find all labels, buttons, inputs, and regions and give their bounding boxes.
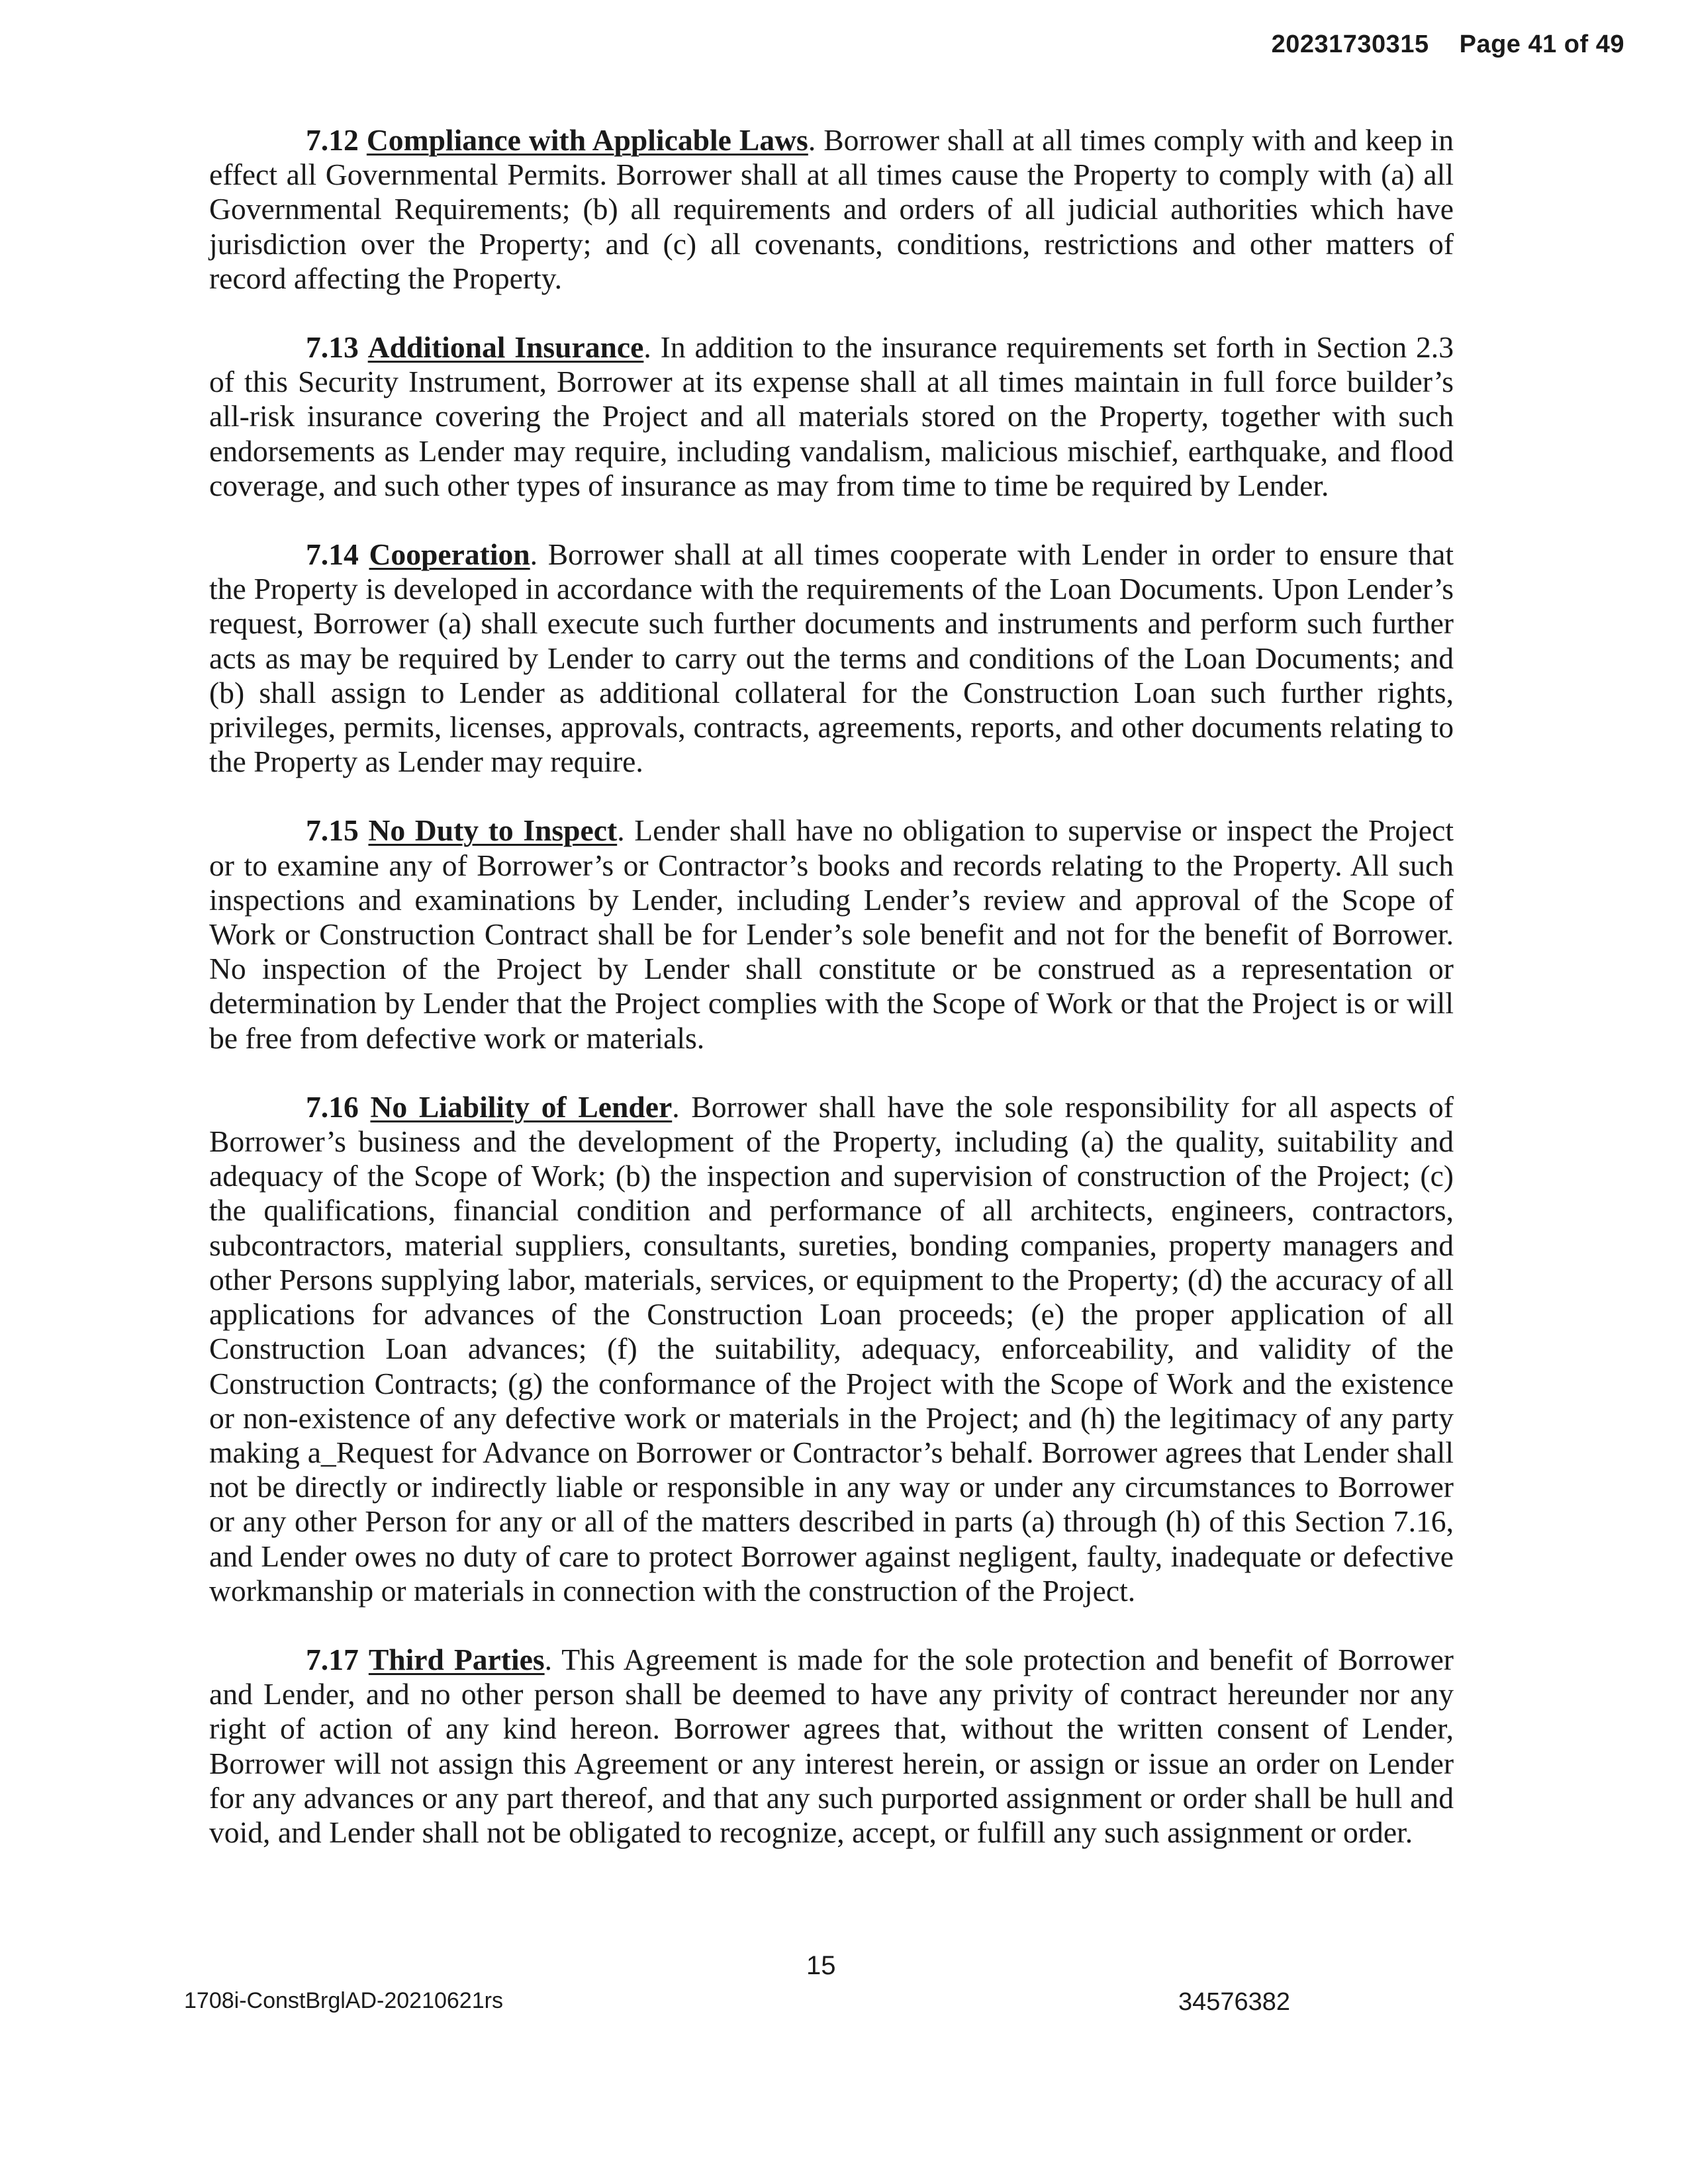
section-number: 7.13 (306, 330, 359, 365)
footer-document-id: 1708i-ConstBrglAD-20210621rs (184, 1988, 503, 2013)
section-7-17 (209, 1643, 1454, 1850)
section-heading: Cooperation (369, 537, 530, 572)
page-info: Page 41 of 49 (1459, 30, 1624, 58)
footer-reference-number: 34576382 (1178, 1988, 1291, 2016)
section-heading: No Duty to Inspect (368, 813, 618, 848)
section-7-13 (209, 330, 1454, 503)
section-heading: Compliance with Applicable Laws (366, 123, 808, 157)
section-heading: No Liability of Lender (370, 1089, 673, 1124)
section-body: . In addition to the insurance requirements set forth in Section 2.3 of this Security Instrument, Borrower at its expense shall at all times maintain in full force builder’s all-risk insurance covering the Project and all materials stored on the Property, together with such endorsements as Lender may require, including vandalism, malicious mischief, earthquake, and flood coverage, and such other types of insurance as may from time to time be required by Lender. (209, 330, 1454, 502)
section-body: . Borrower shall at all times comply with and keep in effect all Governmental Permits. Borrower shall at all times cause the Property to comply with (a) all Governmental Requirements; (b) all requirements and orders of all judicial authorities which have jurisdiction over the Property; and (c) all covenants, conditions, restrictions and other matters of record affecting the Property. (209, 123, 1454, 295)
section-number: 7.17 (306, 1642, 359, 1676)
section-number: 7.16 (306, 1089, 359, 1124)
section-7-14 (209, 537, 1454, 779)
section-7-15 (209, 813, 1454, 1055)
section-number: 7.15 (306, 813, 359, 848)
section-body: . Lender shall have no obligation to supervise or inspect the Project or to examine any of Borrower’s or Contractor’s books and records relating to the Property. All such inspections and examinations by Lender, including Lender’s review and approval of the Scope of Work or Construction Contract shall be for Lender’s sole benefit and not for the benefit of Borrower. No inspection of the Project by Lender shall constitute or be construed as a representation or determination by Lender that the Project complies with the Scope of Work or that the Project is or will be free from defective work or materials. (209, 813, 1454, 1055)
section-7-12 (209, 123, 1454, 296)
section-body: . This Agreement is made for the sole protection and benefit of Borrower and Lender, and no other person shall be deemed to have any privity of contract hereunder nor any right of action of any kind hereon. Borrower agrees that, without the written consent of Lender, Borrower will not assign this Agreement or any interest herein, or assign or issue an order on Lender for any advances or any part thereof, and that any such purported assignment or order shall be hull and void, and Lender shall not be obligated to recognize, accept, or fulfill any such assignment or order. (209, 1642, 1454, 1849)
document-body (209, 123, 1454, 1884)
section-body: . Borrower shall at all times cooperate with Lender in order to ensure that the Property is developed in accordance with the requirements of the Loan Documents. Upon Lender’s request, Borrower (a) shall execute such further documents and instruments and perform such further acts as may be required by Lender to carry out the terms and conditions of the Loan Documents; and (b) shall assign to Lender as additional collateral for the Construction Loan such further rights, privileges, permits, licenses, approvals, contracts, agreements, reports, and other documents relating to the Property as Lender may require. (209, 537, 1454, 779)
page-number: 15 (806, 1951, 836, 1980)
section-number: 7.14 (306, 537, 359, 572)
section-heading: Third Parties (368, 1642, 545, 1676)
section-heading: Additional Insurance (367, 330, 644, 365)
section-body: . Borrower shall have the sole responsibility for all aspects of Borrower’s business and the development of the Property, including (a) the quality, suitability and adequacy of the Scope of Work; (b) the inspection and supervision of construction of the Project; (c) the qualifications, financial condition and performance of all architects, engineers, contractors, subcontractors, material suppliers, consultants, sureties, bonding companies, property managers and other Persons supplying labor, materials, services, or equipment to the Property; (d) the accuracy of all applications for advances of the Construction Loan proceeds; (e) the proper application of all Construction Loan advances; (f) the suitability, adequacy, enforceability, and validity of the Construction Contracts; (g) the conformance of the Project with the Scope of Work and the existence or non-existence of any defective work or materials in the Project; and (h) the legitimacy of any party making a_Request for Advance on Borrower or Contractor’s behalf. Borrower agrees that Lender shall not be directly or indirectly liable or responsible in any way or under any circumstances to Borrower or any other Person for any or all of the matters described in parts (a) through (h) of this Section 7.16, and Lender owes no duty of care to protect Borrower against negligent, faulty, inadequate or defective workmanship or materials in connection with the construction of the Project. (209, 1089, 1454, 1608)
section-number: 7.12 (306, 123, 359, 157)
section-7-16 (209, 1090, 1454, 1608)
document-number: 20231730315 (1271, 30, 1429, 58)
page-header (1272, 30, 1624, 59)
